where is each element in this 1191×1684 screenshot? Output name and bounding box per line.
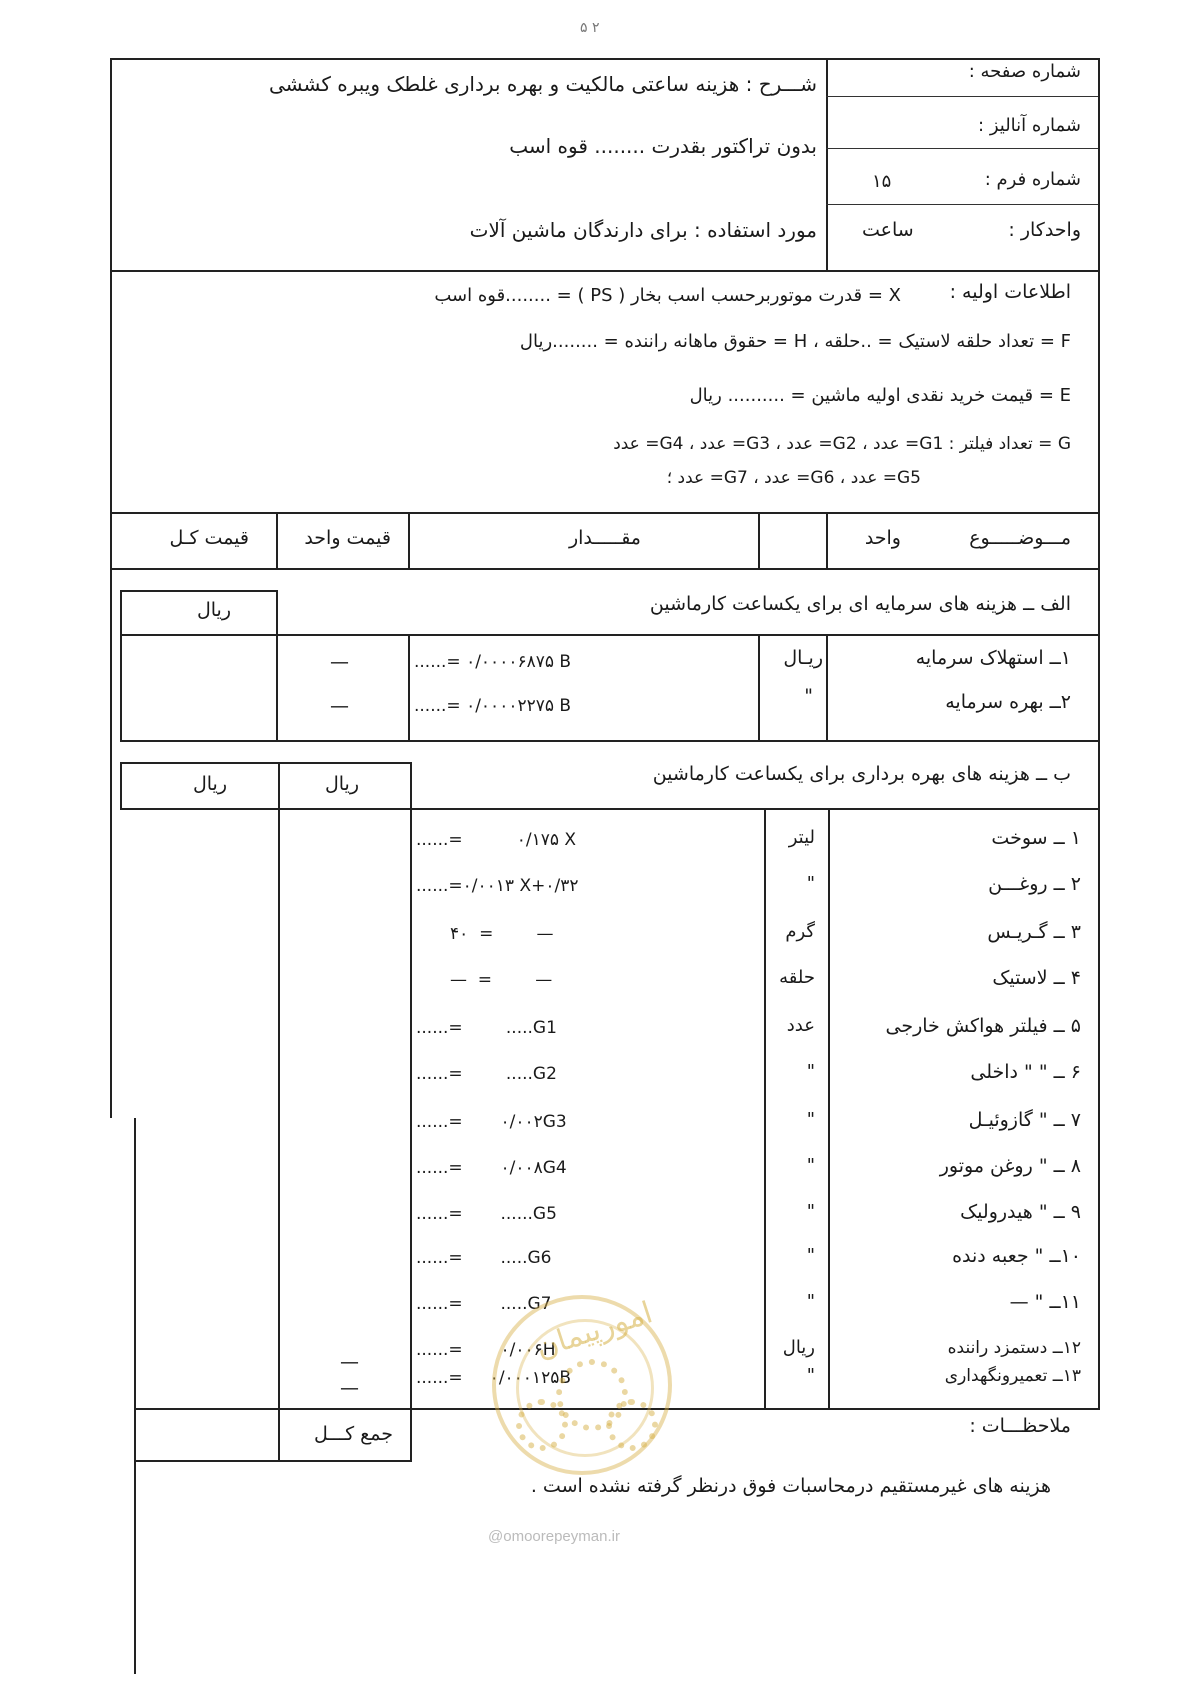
info-line-power: X = قدرت موتوربرحسب اسب بخار ( PS ) = ........قوه اسب (434, 285, 901, 306)
info-line-tires-salary: F = تعداد حلقه لاستیک = ..حلقه ، H = حقوق ماهانه راننده = ........ریال (519, 331, 1071, 352)
header-bottom-line (110, 270, 1100, 272)
section-b-row-1-unit: لیتر (788, 827, 815, 848)
gear-small-icon (516, 1399, 568, 1451)
info-title: اطلاعات اولیه : (949, 281, 1071, 303)
section-a-row-1-subject: ۱ــ استهلاک سرمایه (915, 647, 1071, 669)
secB-div-2 (410, 762, 412, 1408)
section-b-row-5-quantity: ......= .....G1 (416, 1018, 557, 1038)
section-b-row-5-unit: عدد (786, 1015, 815, 1036)
header-hline-2 (826, 148, 1098, 149)
watermark-text: @omoorepeyman.ir (488, 1528, 620, 1545)
section-b-title: ب ــ هزینه های بهره برداری برای یکساعت کارماشین (652, 763, 1071, 785)
section-a-row-2-quantity: ......= ۰/۰۰۰۰۲۲۷۵ B (414, 696, 572, 716)
secA-div-1 (276, 590, 278, 740)
frame-left-line (110, 58, 112, 1118)
colhead-bottom-line (110, 568, 1100, 570)
section-a-currency: ریال (196, 599, 231, 621)
section-b-row-9-quantity: ......= ......G5 (416, 1204, 557, 1224)
section-b-row-12-price: — (340, 1351, 359, 1373)
section-a-row-1-unit: ریـال (783, 647, 823, 669)
section-b-row-5-subject: ۵ ــ فیلتر هواکش خارجی (885, 1015, 1081, 1037)
col-quantity: مقـــــدار (568, 527, 641, 549)
description-line-1: شـــرح : هزینه ساعتی مالکیت و بهره برداری غلطک ویبره کششی (269, 72, 817, 96)
col-unit-price: قیمت واحد (304, 527, 391, 549)
section-b-row-1-quantity: ......= ۰/۱۷۵ X (416, 830, 577, 850)
grand-total-label: جمع کـــل (313, 1423, 393, 1445)
secB-div-3 (764, 808, 766, 1408)
colhead-div-3 (758, 512, 760, 568)
section-a-row-2-price: — (330, 695, 349, 717)
stamp-text: امورپیمان (531, 1295, 657, 1366)
section-b-row-1-subject: ۱ ــ سوخت (991, 827, 1081, 849)
header-hline-3 (826, 204, 1098, 205)
gear-small-icon-2 (606, 1399, 658, 1451)
section-b-row-12-subject: ۱۲ــ دستمزد راننده (947, 1338, 1081, 1358)
section-a-row-2-subject: ۲ــ بهره سرمایه (945, 691, 1071, 713)
section-b-row-2-quantity: ......=۰/۰۰۱۳ X+۰/۳۲ (416, 876, 579, 896)
section-b-row-12-quantity: ......= ۰/۰۰۶H (416, 1340, 556, 1360)
section-b-row-13-price: — (340, 1377, 359, 1399)
col-total-price: قیمت کـل (169, 527, 249, 549)
secA-currency-top (120, 590, 278, 592)
secB-div-1 (278, 762, 280, 1408)
secA-bottom (120, 740, 1100, 742)
section-b-row-8-unit: " (806, 1155, 815, 1176)
info-line-purchase-price: E = قیمت خرید نقدی اولیه ماشین = .......... ریال (689, 385, 1071, 406)
section-b-row-7-subject: ۷ ــ " گازوئیـل (968, 1109, 1081, 1131)
notes-text: هزینه های غیرمستقیم درمحاسبات فوق درنظر گرفته نشده است . (530, 1475, 1051, 1497)
info-line-filters-2: G5= عدد ، G6= عدد ، G7= عدد ؛ (666, 468, 921, 488)
secA-left (120, 590, 122, 740)
secA-row-top (120, 634, 1100, 636)
section-b-row-13-unit: " (806, 1365, 815, 1386)
section-a-row-2-unit: " (804, 685, 813, 707)
section-b-row-13-subject: ۱۳ــ تعمیرونگهداری (944, 1366, 1081, 1386)
frame-right-line (1098, 58, 1100, 1408)
work-unit-label: واحدکار : (1008, 219, 1081, 241)
section-b-row-10-quantity: ......= .....G6 (416, 1248, 552, 1268)
frame-top-line (110, 58, 1100, 60)
section-b-row-8-quantity: ......= ۰/۰۰۸G4 (416, 1158, 567, 1178)
logo-stamp (492, 1295, 672, 1475)
header-divider (826, 58, 828, 270)
form-number-value: ۱۵ (872, 171, 892, 192)
secA-div-2 (408, 634, 410, 740)
section-b-row-7-unit: " (806, 1109, 815, 1130)
section-b-row-6-unit: " (806, 1061, 815, 1082)
secB-div-4 (828, 808, 830, 1408)
total-div-2 (410, 1408, 412, 1460)
section-b-currency-total: ریال (192, 773, 227, 795)
analysis-number-label: شماره آنالیز : (978, 115, 1081, 136)
page-top-mark: ۵ ۲ (580, 20, 600, 36)
section-a-title: الف ــ هزینه های سرمایه ای برای یکساعت کارماشین (649, 593, 1071, 615)
colhead-div-2 (408, 512, 410, 568)
section-b-row-6-quantity: ......= .....G2 (416, 1064, 557, 1084)
section-a-row-1-quantity: ......= ۰/۰۰۰۰۶۸۷۵ B (414, 652, 572, 672)
section-b-row-13-quantity: ......= ۰/۰۰۰۱۲۵B (416, 1368, 571, 1388)
section-b-row-3-unit: گرم (785, 921, 815, 942)
section-b-currency-price: ریال (324, 773, 359, 795)
usage-line: مورد استفاده : برای دارندگان ماشین آلات (469, 218, 817, 242)
section-b-row-3-quantity: ۴۰ = — (450, 924, 554, 944)
frame-left-lower-line (134, 1118, 136, 1674)
secA-div-3 (758, 634, 760, 740)
section-b-row-2-unit: " (806, 873, 815, 894)
secB-left (120, 762, 122, 810)
form-number-label: شماره فرم : (984, 169, 1081, 190)
section-b-row-11-unit: " (806, 1291, 815, 1312)
work-unit-value: ساعت (862, 219, 914, 241)
colhead-div-1 (276, 512, 278, 568)
colhead-div-4 (826, 512, 828, 568)
section-b-row-12-unit: ریال (782, 1337, 815, 1358)
section-b-row-6-subject: ۶ ــ " " داخلی (970, 1061, 1081, 1083)
section-b-row-7-quantity: ......= ۰/۰۰۲G3 (416, 1112, 567, 1132)
total-div-1 (278, 1408, 280, 1460)
section-b-row-10-subject: ۱۰ــ " جعبه دنده (952, 1245, 1081, 1267)
notes-label: ملاحظـــات : (969, 1415, 1071, 1437)
col-unit: واحد (864, 527, 901, 549)
header-hline-1 (826, 96, 1098, 97)
info-bottom-line (110, 512, 1100, 514)
section-b-row-9-unit: " (806, 1201, 815, 1222)
secB-row-top (120, 808, 1100, 810)
section-b-row-4-subject: ۴ ــ لاستیک (992, 967, 1081, 989)
section-b-row-4-unit: حلقه (779, 967, 815, 988)
section-a-row-1-price: — (330, 651, 349, 673)
section-b-row-11-quantity: ......= .....G7 (416, 1294, 552, 1314)
section-b-row-3-subject: ۳ ــ گـریـس (987, 921, 1081, 943)
page-number-label: شماره صفحه : (968, 61, 1081, 82)
section-b-row-2-subject: ۲ ــ روغـــن (988, 873, 1081, 895)
section-b-row-10-unit: " (806, 1245, 815, 1266)
section-b-row-11-subject: ۱۱ــ " — (1009, 1291, 1081, 1313)
secB-currency-top (120, 762, 410, 764)
total-bottom (134, 1460, 412, 1462)
section-b-row-8-subject: ۸ ــ " روغن موتور (939, 1155, 1081, 1177)
info-line-filters-1: G = تعداد فیلتر : G1= عدد ، G2= عدد ، G3= عدد ، G4= عدد (613, 434, 1071, 454)
section-b-row-9-subject: ۹ ــ " هیدرولیک (960, 1201, 1081, 1223)
col-subject: مـــوضـــــوع (969, 527, 1071, 549)
section-b-row-4-quantity: — = — (450, 970, 553, 990)
secA-div-4 (826, 634, 828, 740)
description-line-2: بدون تراکتور بقدرت ........ قوه اسب (509, 134, 817, 158)
